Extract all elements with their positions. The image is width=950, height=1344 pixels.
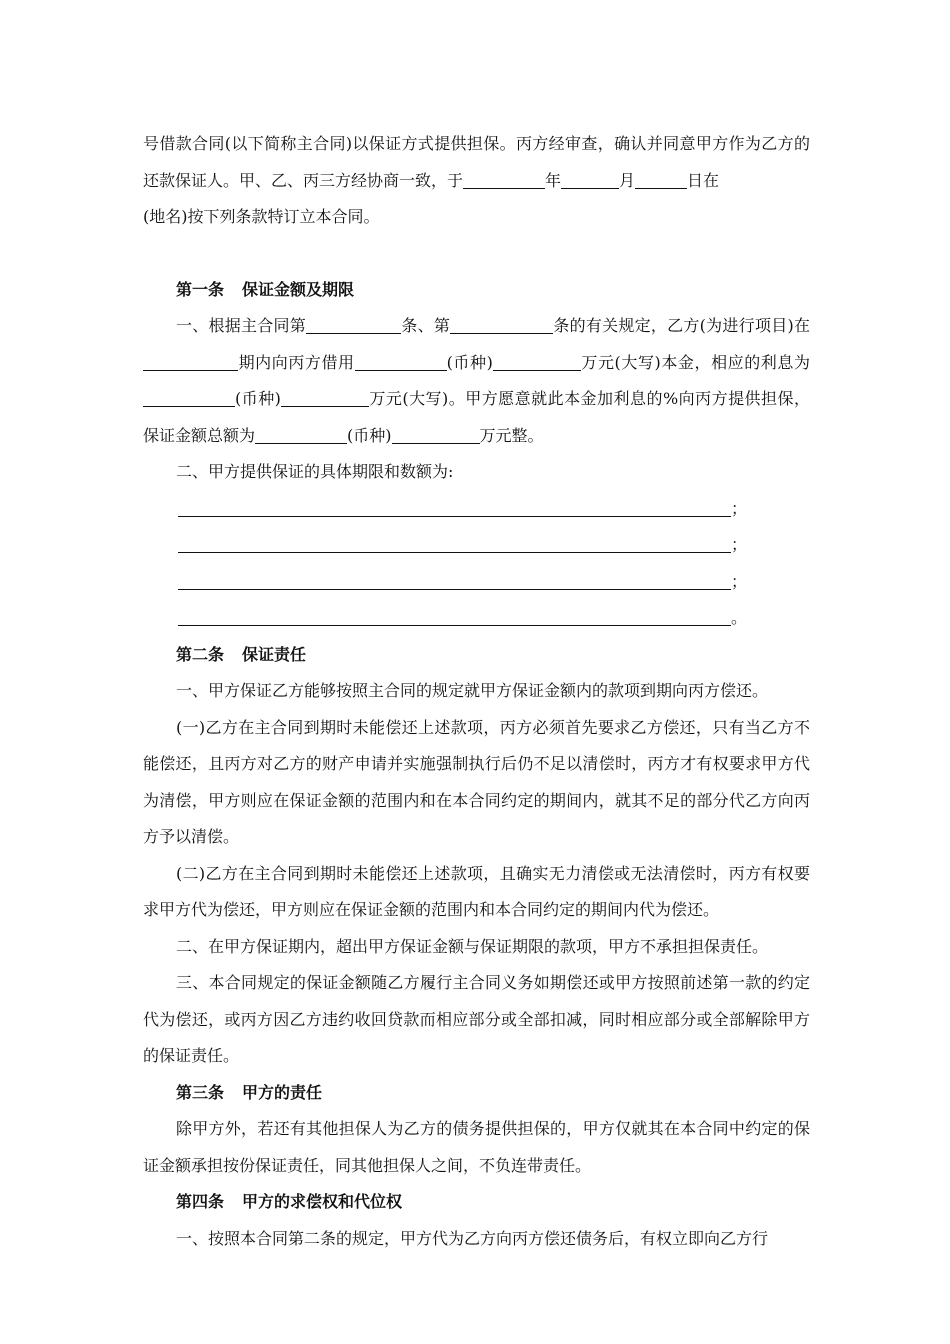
article-2-number: 第二条 [176, 644, 225, 664]
text-segment: %向丙方提供担保，保证金额总额为 [143, 389, 810, 445]
day-label: 日在 [687, 170, 720, 190]
text-segment: (币种) [235, 389, 281, 408]
line-end-mark: ； [731, 571, 748, 591]
text-segment: 万元(大写)。甲方愿意就此本金加利息的 [368, 389, 663, 408]
article-2-paragraph-4: 二、在甲方保证期内，超出甲方保证金额与保证期限的款项，甲方不承担担保责任。 [176, 936, 769, 956]
period-blank [143, 352, 238, 371]
text-segment: 一、根据主合同第 [176, 316, 307, 335]
intro-paragraph [143, 126, 810, 236]
day-blank [635, 170, 687, 189]
text-segment: 万元(大写)本金，相 [580, 352, 728, 372]
term-blank [178, 607, 731, 626]
article-2-paragraph-1: 一、甲方保证乙方能够按照主合同的规定就甲方保证金额内的款项到期向丙方偿还。 [176, 681, 769, 700]
month-blank [561, 170, 619, 189]
month-label: 月 [619, 170, 636, 190]
text-segment: 万元整。 [479, 425, 544, 445]
intro-line-2-a: 方的还款保证人。甲、乙、丙三方经协商一致，于 [143, 134, 810, 190]
term-line-4 [143, 600, 810, 637]
article-1-heading [143, 272, 810, 309]
article-1-paragraph-1 [143, 308, 810, 454]
intro-line-1: 号借款合同(以下简称主合同)以保证方式提供担保。丙方经审查，确认并同意甲方作为乙 [143, 134, 778, 153]
text-segment: (币种) [347, 425, 392, 445]
text-segment: (币种) [446, 352, 493, 372]
article-1-number: 第一条 [176, 279, 225, 299]
clause-blank-1 [306, 315, 401, 334]
clause-blank-2 [450, 315, 553, 334]
text-segment: 应的利息为 [727, 352, 810, 372]
article-4-number: 第四条 [176, 1192, 225, 1211]
year-blank [463, 170, 545, 189]
total-currency-blank [255, 425, 347, 444]
principal-currency-blank [355, 352, 447, 371]
line-end-mark: ； [731, 498, 748, 518]
principal-amount-blank [493, 352, 581, 371]
article-2-paragraph-2: (一)乙方在主合同到期时未能偿还上述款项，丙方必须首先要求乙方偿还，只有当乙方不能偿还，且丙方对乙方的财产申请并实施强制执行后仍不足以清偿时，丙方才有权要求甲方代为清偿，甲方则应在保证金额的范围内和在本合同约定的期间内，就其不足的部分代乙方向丙方予以清偿。 [143, 717, 810, 846]
line-end-mark: 。 [731, 608, 748, 627]
line-end-mark: ； [731, 535, 748, 554]
total-amount-blank [392, 425, 480, 444]
term-blank [178, 534, 731, 553]
interest-currency-blank [143, 388, 235, 407]
article-4-paragraph-1: 一、按照本合同第二条的规定，甲方代为乙方向丙方偿还债务后，有权立即向乙方行 [176, 1228, 769, 1248]
article-3-paragraph-1: 除甲方外，若还有其他担保人为乙方的债务提供担保的，甲方仅就其在本合同中约定的保证金额承担按份保证责任，同其他担保人之间，不负连带责任。 [143, 1119, 810, 1175]
text-segment: 期内向丙方借用 [238, 352, 355, 372]
article-4-heading [143, 1184, 810, 1221]
article-3-heading [143, 1075, 810, 1112]
section-gap [143, 236, 810, 272]
article-4-title: 甲方的求偿权和代位权 [242, 1192, 403, 1211]
article-2-title: 保证责任 [242, 644, 307, 664]
interest-amount-blank [281, 388, 369, 407]
year-label: 年 [545, 170, 562, 190]
text-segment: 项目)在 [754, 316, 810, 335]
article-2-heading [143, 637, 810, 674]
article-3-number: 第三条 [176, 1082, 225, 1102]
term-blank [178, 571, 731, 590]
article-2-paragraph-3: (二)乙方在主合同到期时未能偿还上述款项，且确实无力清偿或无法清偿时，丙方有权要求甲方代为偿还，甲方则应在保证金额的范围内和本合同约定的期间内代为偿还。 [143, 863, 810, 919]
term-blank [178, 498, 731, 517]
term-line-2 [143, 527, 810, 564]
text-segment: 条、第 [401, 316, 451, 335]
article-1-title: 保证金额及期限 [242, 279, 355, 299]
text-segment: 条的有关规定，乙方(为进行 [553, 316, 755, 335]
article-3-title: 甲方的责任 [242, 1082, 323, 1102]
term-line-1 [143, 491, 810, 528]
term-line-3 [143, 564, 810, 601]
intro-line-3: (地名)按下列条款特订立本合同。 [143, 207, 380, 226]
article-2-paragraph-5: 三、本合同规定的保证金额随乙方履行主合同义务如期偿还或甲方按照前述第一款的约定代为偿还，或丙方因乙方违约收回贷款而相应部分或全部扣减，同时相应部分或全部解除甲方的保证责任。 [143, 973, 810, 1065]
article-1-paragraph-2: 二、甲方提供保证的具体期限和数额为: [176, 462, 454, 481]
